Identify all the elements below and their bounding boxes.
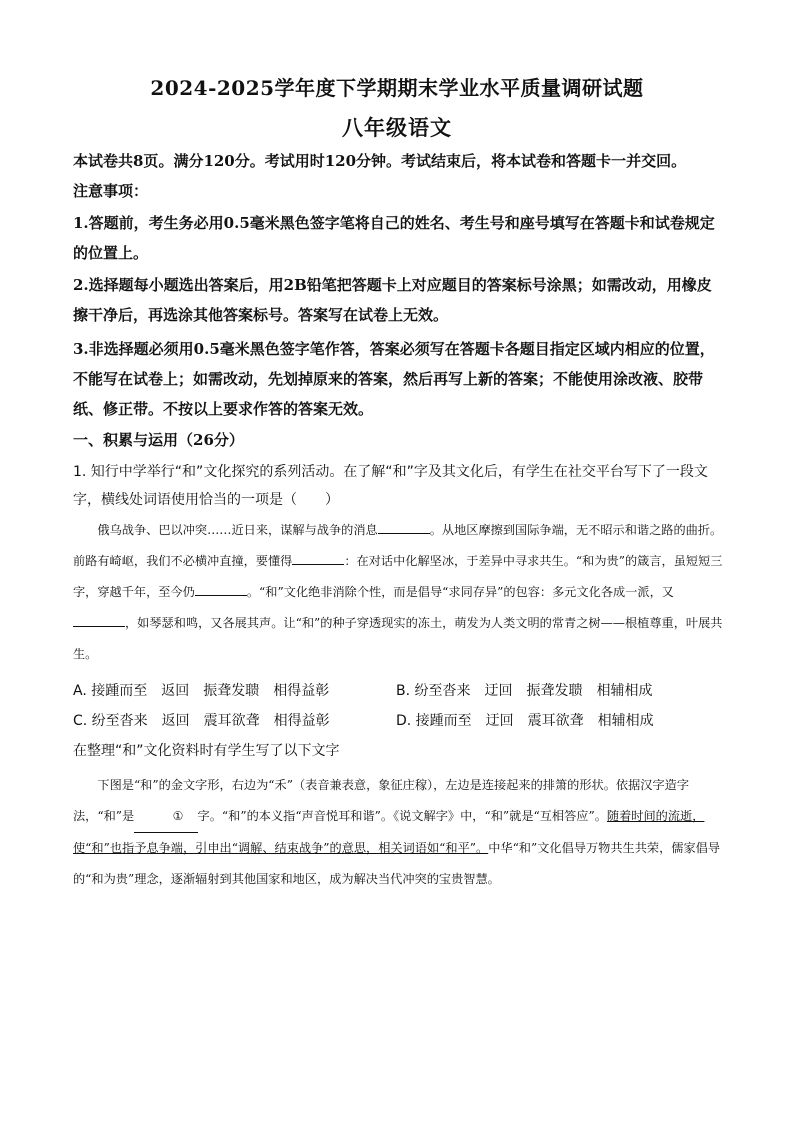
blank-1 — [134, 801, 197, 833]
passage-part-2: 。从地区摩擦到国际争端，无不昭示和谐之路的曲折。前路有崎岖，我们不必横冲直撞，要懂得 — [73, 523, 723, 568]
material-text-3: 中华“和”文化倡导万物共生共荣，儒家倡导的“和为贵”理念，逐渐辐射到其他国家和地区，成为解决当代冲突的宝贵智慧。 — [73, 841, 721, 886]
material-intro: 在整理“和”文化资料时有学生写了以下文字 — [73, 743, 340, 759]
exam-title: 2024-2025学年度下学期期末学业水平质量调研试题 — [150, 76, 644, 100]
option-d[interactable]: D. 接踵而至 迂回 震耳欲聋 相辅相成 — [396, 713, 654, 729]
underlined-sentence: 随着时间的流逝，使“和”也指予息争端，引申出“调解、结束战争”的意思，相关词语如“和平”。 — [73, 809, 705, 855]
exam-subtitle: 八年级语文 — [342, 115, 452, 140]
question-1-stem: 1. 知行中学举行“和”文化探究的系列活动。在了解“和”字及其文化后，有学生在社交平台写下了一段文字，横线处词语使用恰当的一项是（ ） — [73, 464, 708, 508]
notice-heading: 注意事项： — [73, 182, 149, 200]
answer-blank — [292, 552, 344, 565]
option-b[interactable]: B. 纷至沓来 迂回 振聋发聩 相辅相成 — [396, 683, 653, 699]
passage-part-5: ，如琴瑟和鸣，又各展其声。让“和”的种子穿透现实的冻土，萌发为人类文明的常青之树——根植尊重，叶展共生。 — [73, 616, 723, 661]
exam-intro: 本试卷共8页。满分120分。考试用时120分钟。考试结束后，将本试卷和答题卡一并交回。 — [73, 152, 687, 170]
notice-item-3: 3.非选择题必须用0.5毫米黑色签字笔作答，答案必须写在答题卡各题目指定区域内相应的位置，不能写在试卷上；如需改动，先划掉原来的答案，然后再写上新的答案；不能使用涂改液、胶带纸、修正带。不按以上要求作答的答案无效。 — [73, 340, 715, 418]
answer-blank — [73, 614, 125, 627]
notice-item-1: 1.答题前，考生务必用0.5毫米黑色签字笔将自己的姓名、考生号和座号填写在答题卡和试卷规定的位置上。 — [73, 214, 715, 262]
material-passage — [73, 770, 723, 895]
notice-item-2: 2.选择题每小题选出答案后，用2B铅笔把答题卡上对应题目的答案标号涂黑；如需改动，用橡皮擦干净后，再选涂其他答案标号。答案写在试卷上无效。 — [73, 276, 712, 324]
answer-blank — [378, 521, 430, 534]
option-c[interactable]: C. 纷至沓来 返回 震耳欲聋 相得益彰 — [73, 713, 330, 729]
passage-part-3: ：在对话中化解坚冰，于差异中寻求共生。“和为贵”的箴言，虽短短三字，穿越千年，至今仍 — [73, 554, 723, 599]
section-heading: 一、积累与运用（26分） — [73, 431, 244, 449]
blank-1-mark: ① — [172, 809, 184, 823]
option-a[interactable]: A. 接踵而至 返回 振聋发聩 相得益彰 — [73, 683, 330, 699]
material-text-2: 字。“和”的本义指“声音悦耳和谐”。《说文解字》中，“和”就是“互相答应”。 — [197, 809, 607, 823]
material-text-1: 下图是“和”的金文字形，右边为“禾”（表音兼表意，象征庄稼），左边是连接起来的排箫的形状。依据汉字造字法，“和”是 — [73, 778, 690, 823]
passage-part-4: 。“和”文化绝非消除个性，而是倡导“求同存异”的包容：多元文化各成一派，又 — [246, 585, 674, 599]
passage-part-1: 俄乌战争、巴以冲突……近日来，谋解与战争的消息 — [97, 523, 378, 537]
answer-blank — [195, 583, 247, 596]
question-1-passage — [73, 515, 723, 670]
